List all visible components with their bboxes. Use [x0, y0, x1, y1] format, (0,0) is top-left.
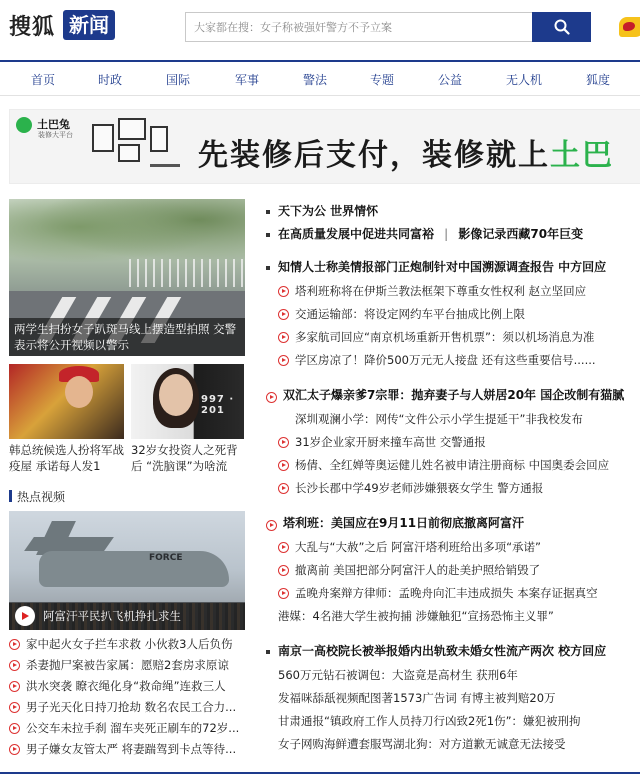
- play-icon: [9, 639, 20, 650]
- list-item[interactable]: 塔利班称将在伊斯兰教法框架下尊重女性权利 赵立坚回应: [278, 283, 586, 299]
- play-icon: [278, 332, 289, 343]
- list-item[interactable]: 31岁企业家开厨来撞车高世 交警通报: [278, 434, 486, 450]
- list-item[interactable]: 长沙长郡中学49岁老师涉嫌猥亵女学生 警方通报: [278, 480, 543, 496]
- play-icon[interactable]: [15, 606, 35, 626]
- play-icon: [9, 702, 20, 713]
- site-header: [0, 0, 640, 52]
- nav-item-drone[interactable]: 无人机: [506, 73, 543, 87]
- search-button[interactable]: [532, 12, 591, 42]
- nav-item-military[interactable]: 军事: [235, 73, 260, 87]
- play-icon: [9, 744, 20, 755]
- list-item[interactable]: 洪水突袭 瞭衣绳化身“救命绳”连救三人: [9, 678, 226, 694]
- nav-item-hudu[interactable]: 狐度: [586, 73, 611, 87]
- picture-frames-icon: [72, 116, 192, 176]
- list-item[interactable]: 学区房凉了！降价500万元无人接盘 还有这些重要信号......: [278, 352, 596, 368]
- list-item[interactable]: 大乱与“大赦”之后 阿富汗塔利班给出多项“承诺”: [278, 539, 541, 555]
- list-item[interactable]: 孟晚舟案辩方律师：孟晚舟向汇丰违成损失 本案存证据真空: [278, 585, 598, 601]
- news-headline[interactable]: 塔利班：美国应在9月11日前彻底撤离阿富汗: [266, 515, 524, 531]
- play-icon: [9, 681, 20, 692]
- photo-investor-caption[interactable]: 32岁女投资人之死背后 “洗脑课”为啥流: [131, 443, 238, 473]
- list-item[interactable]: 家中起火女子拦车求救 小伙救3人后负伤: [9, 636, 232, 652]
- rabbit-icon: [16, 117, 32, 133]
- search-input[interactable]: [186, 13, 532, 41]
- photo-investor[interactable]: [131, 364, 244, 439]
- list-item[interactable]: 港媒：4名港大学生被拘捕 涉嫌触犯“宣扬恐怖主义罪”: [278, 609, 554, 623]
- news-headline[interactable]: 知情人士称美情报部门正炮制针对中国溯源调查报告 中方回应: [266, 259, 606, 275]
- hot-video-title: 热点视频: [9, 488, 65, 505]
- photo-candidate[interactable]: [9, 364, 124, 439]
- nav-item-home[interactable]: 首页: [31, 73, 56, 87]
- play-icon: [266, 520, 277, 531]
- play-icon: [278, 437, 289, 448]
- play-icon: [9, 723, 20, 734]
- list-item[interactable]: 男子嫌女友管太严 将妻踹驾到卡点等待...: [9, 741, 236, 757]
- photo-candidate-caption[interactable]: 韩总统候选人扮将军战疫屋 承诺每人发1: [9, 443, 124, 473]
- main-nav: [0, 60, 640, 96]
- hot-video-player[interactable]: [9, 511, 245, 630]
- list-item[interactable]: 多家航司回应“南京机场重新开售机票”：须以机场消息为准: [278, 329, 594, 345]
- play-icon: [278, 483, 289, 494]
- nav-item-special[interactable]: 专题: [370, 73, 395, 87]
- nav-item-politics[interactable]: 时政: [98, 73, 123, 87]
- nav-item-international[interactable]: 国际: [166, 73, 191, 87]
- play-icon: [278, 542, 289, 553]
- list-item[interactable]: 560万元钻石被调包：大盗竟是高材生 获刑6年: [278, 668, 518, 682]
- list-item[interactable]: 交通运输部：将设定网约车平台抽成比例上限: [278, 306, 525, 322]
- news-headline[interactable]: 双汇太子爆亲爹7宗罪：抛弃妻子与人姘居20年 国企改制有猫腻: [266, 387, 624, 403]
- banner-ad[interactable]: [9, 109, 640, 184]
- video-caption-bar[interactable]: [9, 602, 245, 630]
- news-headline: 在高质量发展中促进共同富裕 | 影像记录西藏70年巨变: [266, 226, 583, 242]
- play-icon: [9, 660, 20, 671]
- brand-icon[interactable]: [619, 17, 640, 37]
- list-item[interactable]: 深圳观澜小学：网传“文件公示小学生提延干”非我校发布: [295, 412, 583, 426]
- search-icon: [554, 19, 570, 35]
- nav-item-charity[interactable]: 公益: [438, 73, 463, 87]
- list-item[interactable]: 女子网购海鲜遭套服骂湖北狗：对方道歉无诚意无法接受: [278, 737, 566, 751]
- footer-divider: [0, 772, 640, 774]
- news-logo[interactable]: 新闻: [63, 10, 115, 40]
- list-item[interactable]: 杀妻抛尸案被告家属：愿赔2套房求原谅: [9, 657, 229, 673]
- banner-brand-sub: 装修大平台: [38, 131, 73, 139]
- video-caption[interactable]: 阿富汗平民扒飞机挣扎求生: [43, 609, 181, 623]
- play-icon: [266, 392, 277, 403]
- banner-slogan: 先装修后支付，装修就上土巴: [198, 138, 614, 173]
- news-headline[interactable]: 天下为公 世界情怀: [266, 203, 378, 219]
- play-icon: [278, 588, 289, 599]
- search-box: [185, 12, 532, 42]
- list-item[interactable]: 杨倩、全红婵等奥运健儿姓名被申请注册商标 中国奥委会回应: [278, 457, 609, 473]
- photo-overlay-text: 997 · 201: [201, 394, 235, 416]
- play-icon: [278, 565, 289, 576]
- sohu-logo[interactable]: 搜狐: [9, 15, 56, 40]
- headline-photo-caption[interactable]: 两学生扫扮女子趴斑马线上摆造型拍照 交警表示将公开视频以警示: [9, 318, 245, 356]
- list-item[interactable]: 男子光天化日持刀抢劫 数名农民工合力...: [9, 699, 236, 715]
- banner-brand-name: 土巴兔: [37, 118, 70, 131]
- list-item[interactable]: 甘肃通报“镇政府工作人员持刀行凶致2死1伤”：嫌犯被刑拘: [278, 714, 581, 728]
- list-item[interactable]: 发福咪舔舐视频配图著1573广告词 有博主被判赔20万: [278, 691, 556, 705]
- list-item[interactable]: 撤离前 美国把部分阿富汗人的赴美护照给销毁了: [278, 562, 540, 578]
- list-item[interactable]: 公交车未拉手刹 溜车夹死正刷车的72岁...: [9, 720, 239, 736]
- headline-photo[interactable]: [9, 199, 245, 356]
- play-icon: [278, 309, 289, 320]
- play-icon: [278, 286, 289, 297]
- play-icon: [278, 355, 289, 366]
- news-headline[interactable]: 南京一高校院长被举报婚内出轨致未婚女性流产两次 校方回应: [266, 643, 606, 659]
- play-icon: [278, 460, 289, 471]
- nav-item-police[interactable]: 警法: [303, 73, 328, 87]
- plane-mark: FORCE: [149, 553, 183, 563]
- table-icon: [150, 164, 180, 167]
